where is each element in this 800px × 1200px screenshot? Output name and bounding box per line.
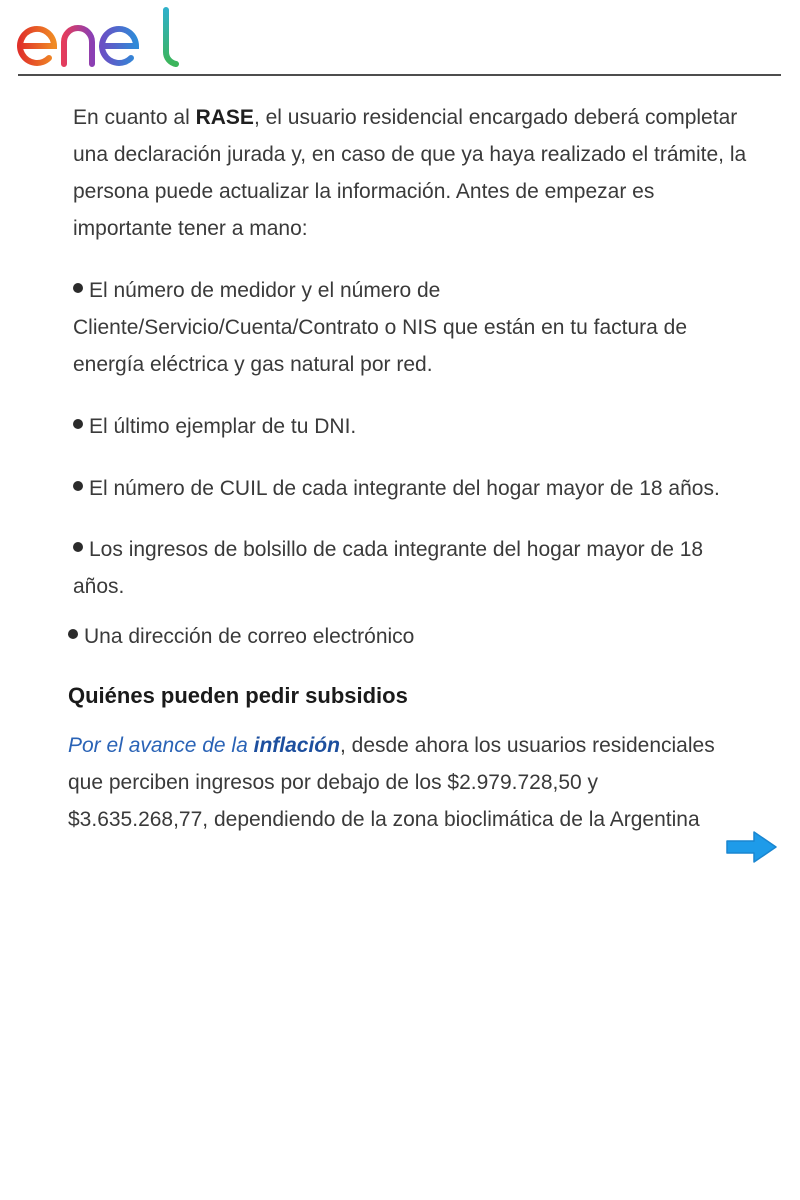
- inflation-link-prefix[interactable]: Por el avance de la: [68, 734, 254, 757]
- list-item-text: Los ingresos de bolsillo de cada integrante del hogar mayor de 18 años.: [73, 538, 704, 598]
- site-header: [0, 0, 800, 76]
- intro-text-before: En cuanto al: [73, 106, 196, 129]
- header-divider: [18, 74, 781, 76]
- list-item-text: El número de medidor y el número de Cliente/Servicio/Cuenta/Contrato o NIS que están en tu factura de energía eléctrica y gas natural por red.: [73, 279, 688, 376]
- bullet-icon: [73, 542, 83, 552]
- enel-logo[interactable]: [16, 6, 181, 75]
- inflation-link[interactable]: inflación: [253, 734, 340, 757]
- list-item: [73, 272, 733, 383]
- list-item-text: Una dirección de correo electrónico: [84, 625, 415, 648]
- bullet-icon: [73, 283, 83, 293]
- list-item: [73, 531, 733, 605]
- bullet-icon: [73, 481, 83, 491]
- enel-logo-mark: [16, 6, 181, 70]
- list-item-text: El número de CUIL de cada integrante del hogar mayor de 18 años.: [89, 477, 720, 500]
- bullet-icon: [73, 419, 83, 429]
- next-arrow-button[interactable]: [724, 828, 780, 866]
- rase-emphasis: RASE: [195, 106, 254, 129]
- list-item: [73, 408, 753, 445]
- intro-paragraph: [73, 99, 753, 247]
- list-item-text: El último ejemplar de tu DNI.: [89, 415, 357, 438]
- closing-text: , desde ahora los usuarios residenciales que perciben ingresos por debajo de los $2.979.728,50 y $3.635.268,77, dependiendo de la zona bioclimática de la Argentina: [68, 734, 715, 831]
- intro-text-after: , el usuario residencial encargado deberá completar una declaración jurada y, en caso de que ya haya realizado el trámite, la persona puede actualizar la información. Antes de empezar es importante tener a mano:: [73, 106, 747, 240]
- arrow-right-icon: [724, 828, 780, 866]
- closing-paragraph: [68, 727, 728, 838]
- section-heading: Quiénes pueden pedir subsidios: [68, 683, 408, 708]
- bullet-icon: [68, 629, 78, 639]
- list-item: [73, 470, 753, 507]
- list-item: [68, 618, 748, 655]
